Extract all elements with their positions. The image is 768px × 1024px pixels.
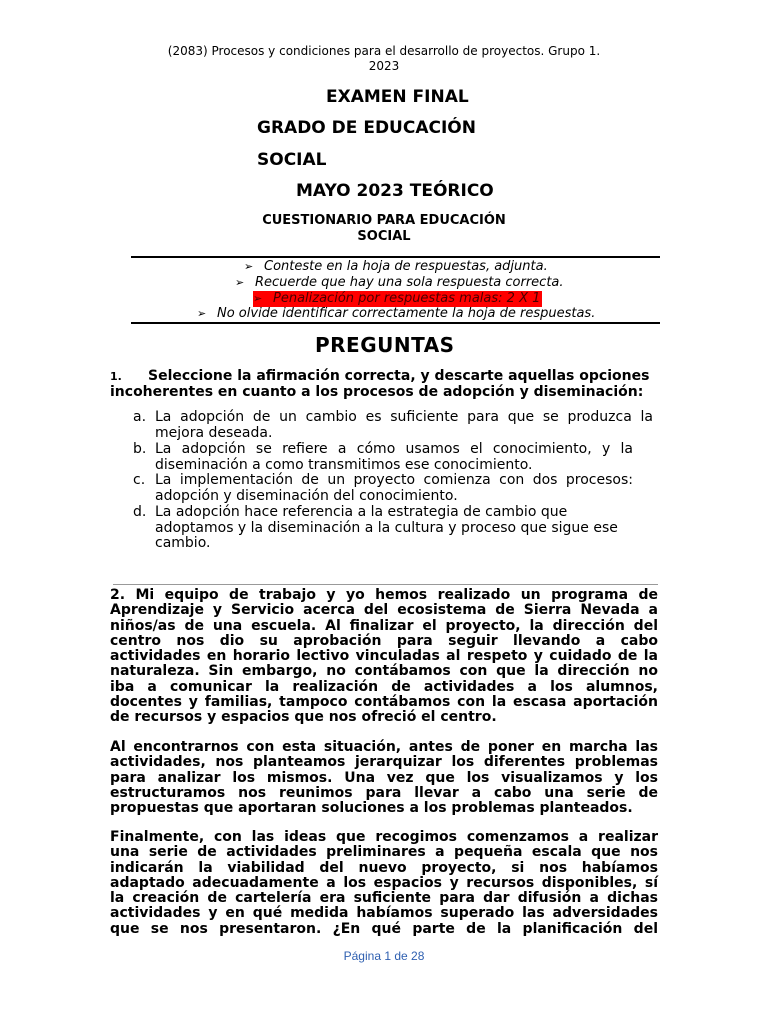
arrow-bullet-icon: ➢ bbox=[197, 307, 207, 320]
answer-option-c bbox=[133, 473, 633, 505]
option-letter: c. bbox=[133, 472, 146, 488]
instructions-top-rule bbox=[131, 256, 660, 258]
instruction-text: No olvide identificar correctamente la hoja de respuestas. bbox=[217, 306, 596, 321]
instruction-item-penalty bbox=[253, 291, 542, 307]
answer-option-a bbox=[133, 410, 653, 442]
exam-date-title: MAYO 2023 TEÓRICO bbox=[296, 181, 494, 201]
question-2-paragraph-3 bbox=[110, 830, 658, 937]
paragraph-line: de recursos y espacios que nos ofreció el centro. bbox=[110, 709, 497, 726]
instructions-bottom-rule bbox=[131, 322, 660, 324]
question-text: Seleccione la afirmación correcta, y descarte aquellas opciones bbox=[148, 368, 650, 384]
option-letter: a. bbox=[133, 409, 147, 425]
page-number: Página 1 de 28 bbox=[343, 949, 425, 963]
paragraph-line: actividades y en qué medida habíamos superado las adversidades bbox=[110, 905, 658, 922]
paragraph-line: propuestas que aportaran soluciones a los problemas planteados. bbox=[110, 800, 633, 817]
instruction-text: Penalización por respuestas malas: 2 X 1 bbox=[273, 291, 541, 306]
option-letter: d. bbox=[133, 504, 147, 520]
paragraph-line: para analizar los mismos. Una vez que los visualizamos y los bbox=[110, 769, 658, 786]
paragraph-line: actividades, nos planteamos jerarquizar los diferentes problemas bbox=[110, 754, 658, 771]
option-text: cambio. bbox=[155, 535, 211, 551]
arrow-bullet-icon: ➢ bbox=[253, 292, 263, 305]
questionnaire-title-line1: CUESTIONARIO PARA EDUCACIÓN bbox=[262, 213, 506, 228]
answer-option-b bbox=[133, 442, 633, 474]
option-text: La adopción de un cambio es suficiente para que se produzca la bbox=[155, 409, 653, 425]
instruction-item bbox=[197, 306, 595, 322]
question-1-line2: incoherentes en cuanto a los procesos de adopción y diseminación: bbox=[110, 384, 644, 400]
arrow-bullet-icon: ➢ bbox=[244, 260, 254, 273]
document-header-year: 2023 bbox=[368, 59, 400, 73]
section-title: PREGUNTAS bbox=[315, 333, 455, 357]
paragraph-line: actividades en horario lectivo vinculadas al respeto y cuidado de la bbox=[110, 648, 658, 665]
paragraph-line: centro nos dio su aprobación para seguir llevando a cabo bbox=[110, 632, 658, 649]
option-text: La adopción hace referencia a la estrategia de cambio que bbox=[155, 504, 568, 520]
question-2-paragraph-2 bbox=[110, 740, 658, 816]
instruction-text: Conteste en la hoja de respuestas, adjunta. bbox=[264, 259, 548, 274]
paragraph-line: estructuramos nos reunimos para llevar a cabo una serie de bbox=[110, 784, 658, 801]
question-number: 1. bbox=[110, 370, 122, 383]
instruction-item bbox=[244, 259, 548, 275]
questionnaire-title-line2: SOCIAL bbox=[357, 229, 411, 244]
option-text: adopción y diseminación del conocimiento. bbox=[155, 487, 458, 504]
option-text: La adopción se refiere a cómo usamos el conocimiento, y la bbox=[155, 441, 633, 457]
paragraph-line: 2. Mi equipo de trabajo y yo hemos realizado un programa de bbox=[110, 587, 658, 603]
paragraph-line: indicarán la viabilidad del nuevo proyecto, si nos habíamos bbox=[110, 859, 658, 876]
paragraph-line: naturaleza. Sin embargo, no contábamos con que la dirección no bbox=[110, 663, 658, 680]
document-header-course: (2083) Procesos y condiciones para el desarrollo de proyectos. Grupo 1. bbox=[167, 44, 601, 58]
paragraph-line: una serie de actividades preliminares a pequeña escala que nos bbox=[110, 844, 658, 861]
instruction-text: Recuerde que hay una sola respuesta correcta. bbox=[255, 275, 564, 290]
paragraph-line: iba a comunicar la realización de actividades a los alumnos, bbox=[110, 678, 658, 695]
question-1-line1 bbox=[110, 368, 658, 385]
question-2-paragraph-1 bbox=[110, 588, 658, 726]
paragraph-line: niños/as de una escuela. Al finalizar el proyecto, la dirección del bbox=[110, 617, 658, 634]
option-text: adoptamos y la diseminación a la cultura y proceso que sigue ese bbox=[155, 519, 618, 536]
paragraph-line: Al encontrarnos con esta situación, antes de poner en marcha las bbox=[110, 739, 658, 755]
paragraph-line: la creación de cartelería era suficiente para dar difusión a dichas bbox=[110, 890, 658, 907]
paragraph-line: que se nos presentaron. ¿En qué parte de la planificación del bbox=[110, 920, 658, 937]
instruction-item bbox=[235, 275, 564, 291]
question-separator bbox=[113, 584, 658, 585]
option-text: mejora deseada. bbox=[155, 424, 273, 441]
option-text: diseminación a como transmitimos ese conocimiento. bbox=[155, 456, 533, 473]
paragraph-line: adaptado adecuadamente a los espacios y recursos disponibles, sí bbox=[110, 874, 658, 891]
exam-title: EXAMEN FINAL bbox=[326, 87, 469, 107]
answer-option-d bbox=[133, 505, 633, 553]
paragraph-line: docentes y familias, tampoco contábamos con la escasa aportación bbox=[110, 694, 658, 711]
option-letter: b. bbox=[133, 441, 147, 457]
paragraph-line: Aprendizaje y Servicio acerca del ecosistema de Sierra Nevada a bbox=[110, 602, 658, 619]
option-text: La implementación de un proyecto comienza con dos procesos: bbox=[155, 472, 633, 488]
degree-title-line2: SOCIAL bbox=[257, 150, 327, 170]
paragraph-line: Finalmente, con las ideas que recogimos comenzamos a realizar bbox=[110, 829, 658, 845]
arrow-bullet-icon: ➢ bbox=[235, 276, 245, 289]
degree-title-line1: GRADO DE EDUCACIÓN bbox=[257, 118, 476, 138]
